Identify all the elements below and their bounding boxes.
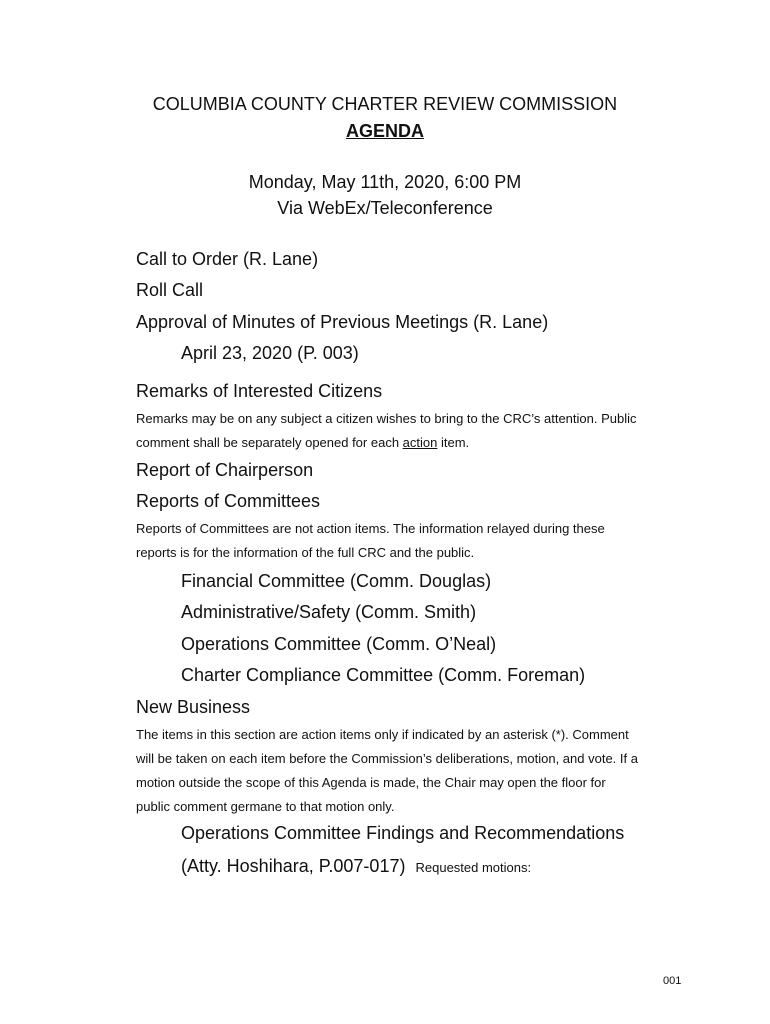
item-label: Remarks of Interested Citizens [136, 381, 383, 401]
item-note [136, 407, 637, 455]
underlined-word: action [402, 435, 438, 450]
note-line: reports is for the information of the full CRC and the public. [136, 545, 475, 560]
item-note [136, 723, 638, 819]
note-line: public comment germane to that motion only. [136, 799, 395, 814]
note-line [136, 431, 637, 455]
item-label: New Business [136, 697, 251, 717]
requested-motions-label: Requested motions: [415, 860, 532, 875]
note-line: The items in this section are action items only if indicated by an asterisk (*). Comment [136, 727, 629, 742]
note-line: motion outside the scope of this Agenda is made, the Chair may open the floor for [136, 775, 606, 790]
item-note [136, 517, 605, 565]
item-label: Reports of Committees [136, 491, 321, 511]
note-line: Reports of Committees are not action items. The information relayed during these [136, 521, 605, 536]
meeting-location: Via WebEx/Teleconference [277, 198, 493, 218]
meeting-date: Monday, May 11th, 2020, 6:00 PM [248, 172, 522, 192]
subitem-text: Financial Committee (Comm. Douglas) [181, 571, 492, 591]
document-title: COLUMBIA COUNTY CHARTER REVIEW COMMISSION [152, 94, 618, 114]
note-text: comment shall be separately opened for each [136, 435, 403, 450]
subitem-text: Operations Committee Findings and Recommendations [181, 823, 625, 843]
subitem-text: Administrative/Safety (Comm. Smith) [181, 602, 477, 622]
subitem-presenter: (Atty. Hoshihara, P.007-017) [181, 856, 406, 876]
item-label: Approval of Minutes of Previous Meetings (R. Lane) [136, 312, 549, 332]
item-label: Call to Order (R. Lane) [136, 249, 319, 269]
agenda-heading: AGENDA [345, 121, 424, 141]
subitem-text: Operations Committee (Comm. O’Neal) [181, 634, 497, 654]
item-label: Roll Call [136, 280, 204, 300]
note-line: will be taken on each item before the Commission’s deliberations, motion, and vote. If a [136, 751, 638, 766]
note-text: item. [437, 435, 470, 450]
subitem-text [181, 856, 531, 877]
page-number: 001 [663, 975, 682, 987]
note-line: Remarks may be on any subject a citizen wishes to bring to the CRC’s attention. Public [136, 411, 637, 426]
subitem-text: Charter Compliance Committee (Comm. Foreman) [181, 665, 586, 685]
subitem-text: April 23, 2020 (P. 003) [181, 343, 359, 363]
item-label: Report of Chairperson [136, 460, 314, 480]
